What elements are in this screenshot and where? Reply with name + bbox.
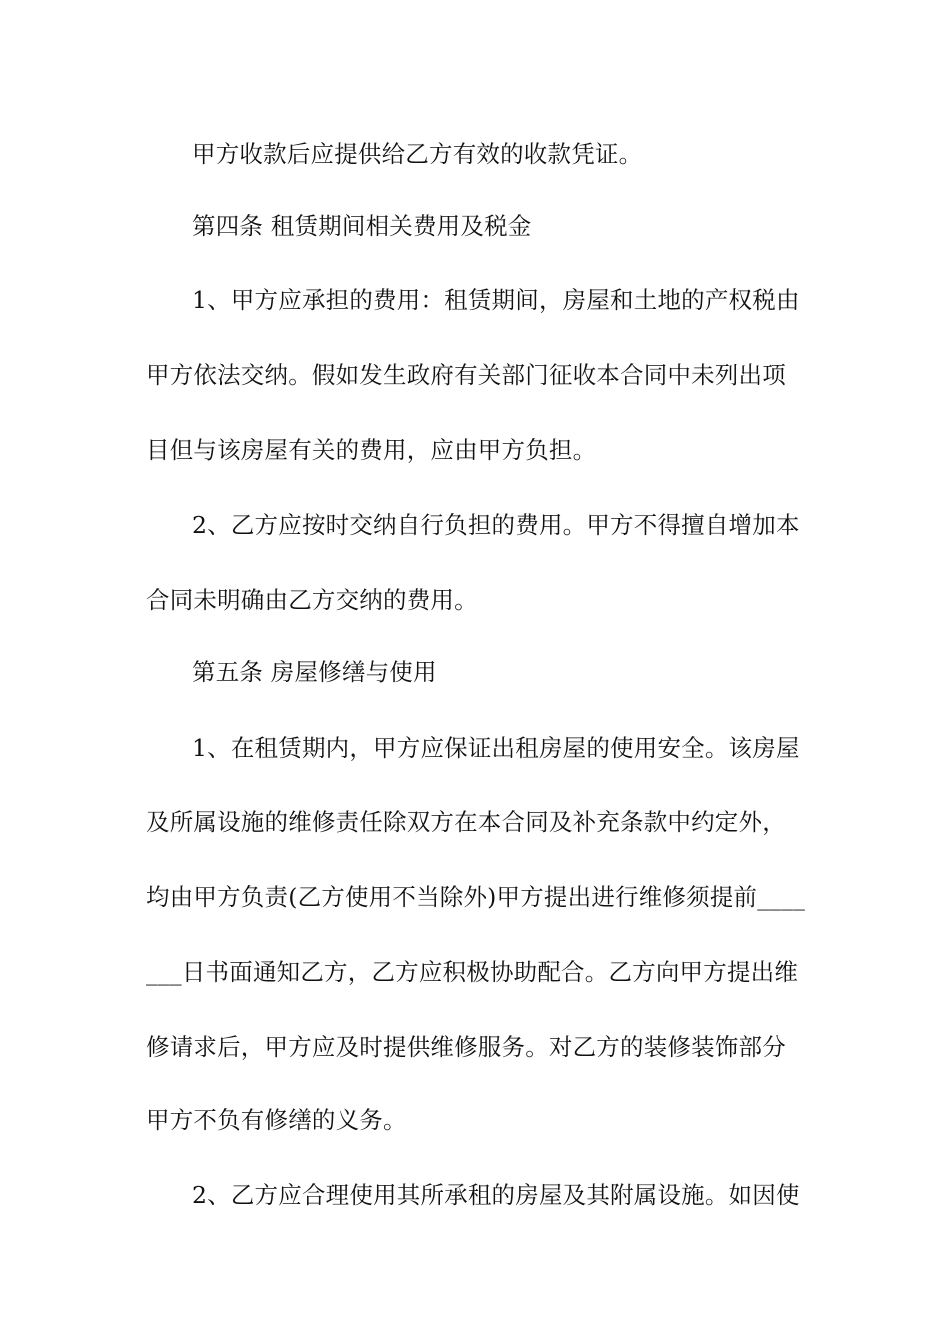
text-line: 修请求后，甲方应及时提供维修服务。对乙方的装修装饰部分	[146, 1033, 786, 1061]
text-line: 甲方收款后应提供给乙方有效的收款凭证。	[192, 140, 643, 168]
text-line: 2、乙方应合理使用其所承租的房屋及其附属设施。如因使	[192, 1181, 800, 1209]
section-heading: 第四条 租赁期间相关费用及税金	[192, 212, 532, 240]
text-line: 合同未明确由乙方交纳的费用。	[146, 586, 478, 614]
text-line: 甲方依法交纳。假如发生政府有关部门征收本合同中未列出项	[146, 361, 786, 389]
text-line: ___日书面通知乙方，乙方应积极协助配合。乙方向甲方提出维	[146, 958, 799, 986]
text-line: 均由甲方负责(乙方使用不当除外)甲方提出进行维修须提前____	[146, 883, 806, 911]
text-line: 目但与该房屋有关的费用，应由甲方负担。	[146, 436, 597, 464]
text-line: 1、甲方应承担的费用：租赁期间，房屋和土地的产权税由	[192, 286, 800, 314]
text-line: 2、乙方应按时交纳自行负担的费用。甲方不得擅自增加本	[192, 511, 800, 539]
text-line: 及所属设施的维修责任除双方在本合同及补充条款中约定外，	[146, 808, 786, 836]
section-heading: 第五条 房屋修缮与使用	[192, 658, 437, 686]
text-line: 1、在租赁期内，甲方应保证出租房屋的使用安全。该房屋	[192, 734, 800, 762]
text-line: 甲方不负有修缮的义务。	[146, 1106, 407, 1134]
